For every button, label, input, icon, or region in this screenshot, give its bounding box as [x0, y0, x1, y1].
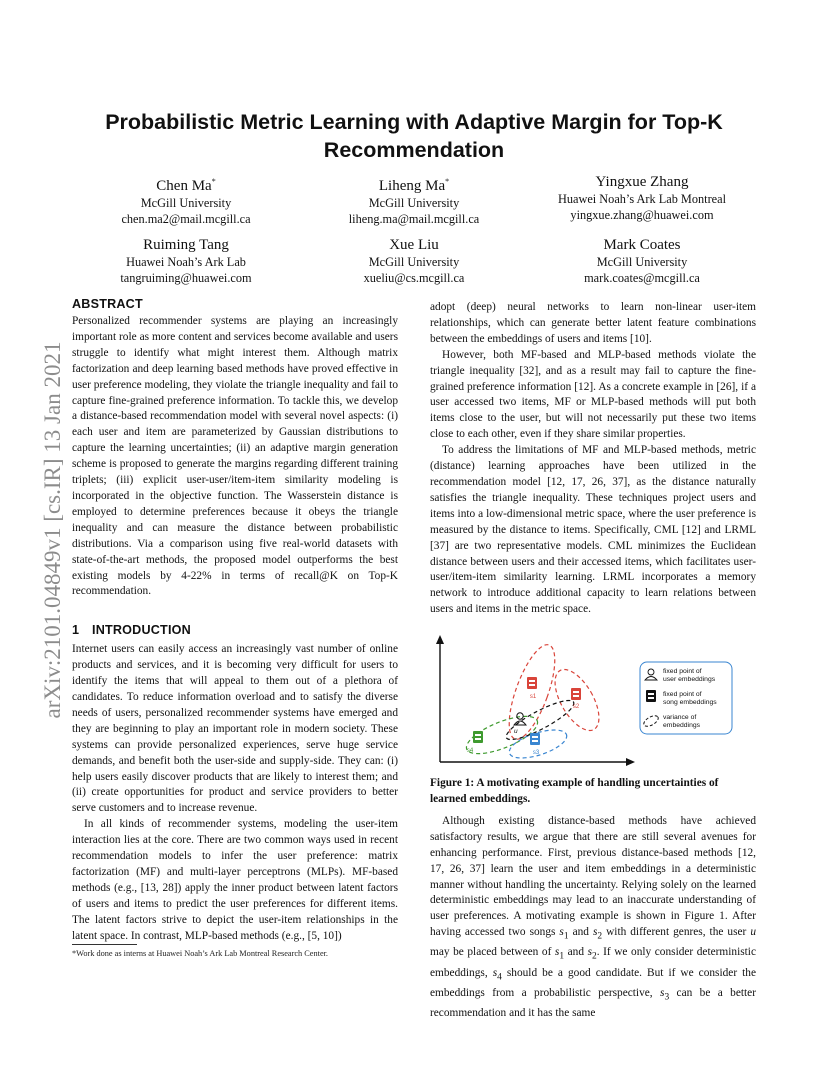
- math-s: s: [492, 966, 498, 979]
- author-name: Xue Liu: [389, 237, 439, 253]
- author-email: xueliu@cs.mcgill.ca: [363, 271, 465, 285]
- math-s: s: [554, 946, 560, 959]
- author-affiliation: McGill University: [368, 255, 460, 269]
- figure-1-caption: Figure 1: A motivating example of handling uncertainties of learned embeddings.: [430, 777, 719, 806]
- text-run: Although existing distance-based methods have achieved satisfactory results, we argue that there are still several avenues for enhancing performance. First, previous distance-based methods [12, 17, 26, 37] learn the user and item embeddings in a deterministic manner without handling the uncertainty. Relying solely on the learned deterministic embeddings may lead to an inaccurate understanding of user preferences. A motivating example is shown in Figure 1. After having accessed two songs: [430, 814, 756, 939]
- text-run: and: [564, 946, 588, 959]
- text-run: can be a better recommendation and it has the same: [430, 986, 756, 1019]
- figure-1: [430, 632, 756, 770]
- math-sub: 3: [664, 992, 670, 1003]
- math-u: u: [750, 926, 756, 939]
- footnote-rule: [72, 944, 137, 945]
- author-mark: *: [211, 177, 216, 186]
- intro-paragraph-2: In all kinds of recommender systems, modeling the user-item interaction lies at the core. There are two common ways used in recent recommendation models to infer the user preference: matrix factorization (MF) and multi-layer perceptrons (MLPs). MF-based methods (e.g., [13, 28]) apply the inner product between latent factors of users and items to predict the user preferences for different items. The latent factors strive to depict the user-item relationships in the latent space. In contrast, MLP-based methods (e.g., [5, 10]): [72, 818, 398, 942]
- label-s1: s1: [529, 694, 537, 701]
- author-email: liheng.ma@mail.mcgill.ca: [348, 212, 480, 226]
- author-email: chen.ma2@mail.mcgill.ca: [121, 212, 251, 226]
- author-email: tangruiming@huawei.com: [120, 271, 252, 285]
- intro-paragraph-1: Internet users can easily access an increasingly vast number of online products and services, and it is becoming very difficult for users to identify the items that will appeal to them out of a plethora of candidates. To reduce information overload and to satisfy the diverse needs of users, personalized recommender systems have emerged and they are beginning to play an important role in modern society. These systems can provide personalized experiences, serve huge service demands, and benefit both the user-side and supply-side. They can: (i) help users easily discover products that are likely to interest them; and (ii) create opportunities for product and service providers to better serve customers and to increase revenue.: [72, 643, 398, 815]
- author-affiliation: McGill University: [596, 255, 688, 269]
- section-title: INTRODUCTION: [92, 623, 191, 638]
- author-affiliation: McGill University: [140, 196, 232, 210]
- label-s4: s4: [466, 748, 474, 755]
- left-column: [72, 296, 398, 945]
- text-run: . If we only consider deterministic embeddings,: [430, 946, 756, 979]
- label-s3: s3: [532, 750, 540, 757]
- song-icon-s4: [467, 731, 483, 754]
- math-sub: 2: [597, 931, 603, 942]
- footnote: *Work done as interns at Huawei Noah’s Ark Lab Montreal Research Center.: [72, 949, 328, 958]
- math-s: s: [587, 946, 592, 959]
- math-s: s: [559, 926, 564, 939]
- author-email: yingxue.zhang@huawei.com: [570, 208, 714, 222]
- variance-ellipse-s1: [500, 640, 564, 745]
- author-name: Chen Ma: [156, 178, 212, 194]
- right-column: [430, 300, 756, 1022]
- legend-user-line1: fixed point of: [663, 668, 702, 676]
- text-run: and: [568, 926, 593, 939]
- author-name: Mark Coates: [603, 237, 681, 253]
- legend-variance-line2: embeddings: [663, 722, 701, 730]
- author-name: Liheng Ma: [378, 178, 446, 194]
- author-2: [300, 173, 528, 227]
- author-5: [300, 236, 528, 286]
- legend-song-line1: fixed point of: [663, 691, 702, 699]
- section-heading-introduction: [72, 622, 398, 638]
- legend-user-line2: user embeddings: [663, 676, 716, 684]
- math-s: s: [660, 986, 665, 999]
- math-sub: 4: [497, 971, 502, 982]
- song-icon-s1: [527, 677, 537, 700]
- right-paragraph-4: [430, 814, 756, 1022]
- axes: [436, 635, 635, 766]
- legend-variance-line1: variance of: [663, 714, 697, 722]
- text-run: with different genres, the user: [602, 926, 751, 939]
- author-email: mark.coates@mcgill.ca: [584, 271, 700, 285]
- author-name: Yingxue Zhang: [595, 174, 689, 190]
- figure-legend: [640, 662, 732, 734]
- right-paragraph-2: However, both MF-based and MLP-based methods violate the triangle inequality [32], and as a result may fail to capture the fine-grained preference information [12]. As a concrete example in [26], if a user accessed two items, MF or MLP-based methods will put both items close to the user, but will not necessarily put these two items close to each other, even if they share similar properties.: [430, 348, 756, 441]
- section-number: 1: [72, 623, 80, 638]
- author-affiliation: Huawei Noah’s Ark Lab Montreal: [557, 192, 726, 206]
- author-6: [528, 236, 756, 286]
- label-s2: s2: [572, 704, 580, 711]
- author-4: [72, 236, 300, 286]
- author-3: [528, 173, 756, 223]
- legend-song-line2: song embeddings: [663, 699, 717, 707]
- label-u: u: [514, 728, 518, 736]
- paper-title: Probabilistic Metric Learning with Adaptive Margin for Top-K Recommendation: [105, 110, 723, 162]
- text-run: should be a good candidate. But if we consider the embeddings from a probabilistic perspective,: [430, 966, 757, 999]
- abstract-heading: ABSTRACT: [72, 297, 143, 311]
- author-1: [72, 173, 300, 227]
- author-name: Ruiming Tang: [143, 237, 229, 253]
- author-affiliation: Huawei Noah’s Ark Lab: [126, 255, 246, 269]
- right-paragraph-1: adopt (deep) neural networks to learn non-linear user-item relationships, which can generate better latent feature combinations between the embeddings of users and items [10].: [430, 301, 756, 345]
- arxiv-sidebar: [20, 300, 65, 760]
- right-paragraph-3: To address the limitations of MF and MLP-based methods, metric (distance) learning approaches have been utilized in the recommendation model [12, 17, 26, 37], as the distance naturally satisfies the triangle inequality. These techniques project users and items into a low-dimensional metric space, where the user preference is measured by the distance to items. Specifically, CML [12] and LRML [37] are two representative models. CML minimizes the Euclidean distance between users and their accessed items, which facilitates user-user/item-item similarity learning. LRML incorporates a memory network to introduce additional capacity to learn relations between users and items in the metric space.: [430, 444, 756, 616]
- author-mark: *: [445, 177, 450, 186]
- author-affiliation: McGill University: [368, 196, 460, 210]
- legend-song-icon: [646, 690, 656, 702]
- math-sub: 1: [559, 951, 565, 962]
- math-s: s: [592, 926, 598, 939]
- song-icon-s2: [571, 688, 581, 710]
- song-icon-s3: [530, 733, 540, 756]
- figure-1-diagram: [430, 632, 756, 770]
- abstract-text: Personalized recommender systems are playing an increasingly important role as more content and services become available and users struggle to identify what might interest them. Although matrix factorization and deep learning based methods have proved effective in user preference modeling, they violate the triangle inequality and fail to capture fine-grained preference information. To tackle this, we develop a distance-based recommendation model with several novel aspects: (i) each user and item are parameterized by Gaussian distributions to capture the learning uncertainties; (ii) an adaptive margin generation scheme is proposed to generate the margins regarding different training triplets; (iii) explicit user-user/item-item similarity modeling is incorporated in the objective function. The Wasserstein distance is employed to determine preferences because it obeys the triangle inequality and can measure the distance between probabilistic distributions. Via a comparison using five real-world datasets with state-of-the-art methods, the proposed model outperforms the best existing models by 4-22% in terms of recall@K on Top-K recommendation.: [72, 315, 398, 598]
- text-run: may be placed between of: [430, 946, 555, 959]
- arxiv-identifier: arXiv:2101.04849v1 [cs.IR] 13 Jan 2021: [40, 341, 65, 719]
- math-sub: 2: [592, 951, 597, 962]
- math-sub: 1: [563, 931, 569, 942]
